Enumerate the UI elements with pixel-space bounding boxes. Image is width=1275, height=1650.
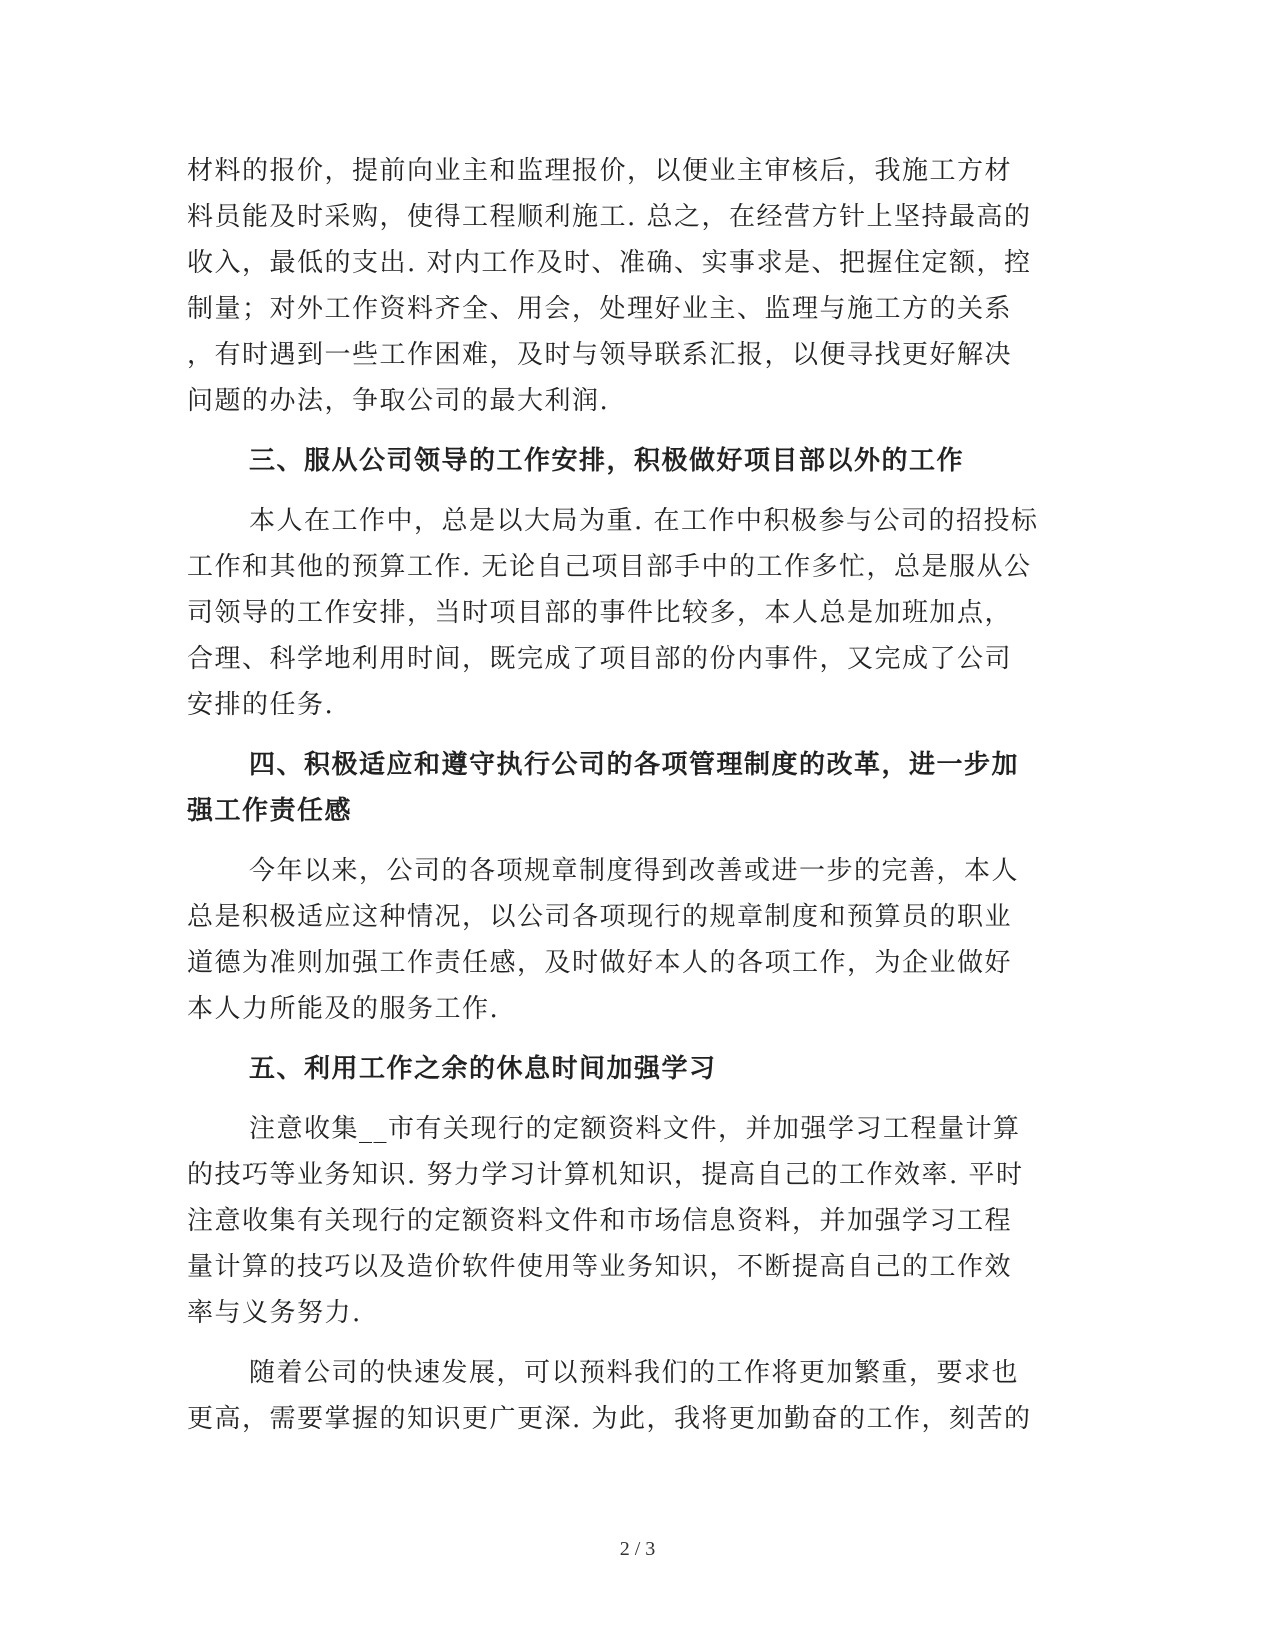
heading-line: 强工作责任感 <box>187 796 353 826</box>
text-line: 工作和其他的预算工作. 无论自己项目部手中的工作多忙，总是服从公 <box>187 552 1032 582</box>
paragraph <box>187 498 1077 728</box>
text-line: 材料的报价，提前向业主和监理报价，以便业主审核后，我施工方材 <box>187 156 1013 186</box>
heading-line: 五、利用工作之余的休息时间加强学习 <box>249 1054 717 1084</box>
text-line: 注意收集有关现行的定额资料文件和市场信息资料，并加强学习工程 <box>187 1206 1013 1236</box>
text-line: 收入，最低的支出. 对内工作及时、准确、实事求是、把握住定额，控 <box>187 248 1032 278</box>
text-line: 今年以来，公司的各项规章制度得到改善或进一步的完善，本人 <box>249 856 1020 886</box>
text-line: 的技巧等业务知识. 努力学习计算机知识，提高自己的工作效率. 平时 <box>187 1160 1024 1190</box>
text-line: ，有时遇到一些工作困难，及时与领导联系汇报，以便寻找更好解决 <box>187 340 1013 370</box>
text-line: 随着公司的快速发展，可以预料我们的工作将更加繁重，要求也 <box>249 1358 1020 1388</box>
paragraph <box>187 1106 1077 1336</box>
paragraph <box>187 848 1077 1032</box>
text-line: 总是积极适应这种情况，以公司各项现行的规章制度和预算员的职业 <box>187 902 1013 932</box>
section-heading-5 <box>187 1046 1077 1092</box>
paragraph <box>187 1350 1077 1442</box>
text-line: 司领导的工作安排，当时项目部的事件比较多，本人总是加班加点， <box>187 598 1013 628</box>
page-number: 2 / 3 <box>619 1538 656 1560</box>
text-line: 问题的办法，争取公司的最大利润. <box>187 386 610 416</box>
text-line: 道德为准则加强工作责任感，及时做好本人的各项工作，为企业做好 <box>187 948 1013 978</box>
text-line: 注意收集__市有关现行的定额资料文件，并加强学习工程量计算 <box>249 1114 1021 1144</box>
text-line: 安排的任务. <box>187 690 335 720</box>
text-line: 本人在工作中，总是以大局为重. 在工作中积极参与公司的招投标 <box>249 506 1039 536</box>
document-body <box>187 148 1077 1456</box>
heading-line: 三、服从公司领导的工作安排，积极做好项目部以外的工作 <box>249 446 965 476</box>
text-line: 本人力所能及的服务工作. <box>187 994 500 1024</box>
text-line: 料员能及时采购，使得工程顺利施工. 总之，在经营方针上坚持最高的 <box>187 202 1032 232</box>
section-heading-3 <box>187 438 1077 484</box>
text-line: 更高，需要掌握的知识更广更深. 为此，我将更加勤奋的工作，刻苦的 <box>187 1404 1032 1434</box>
text-line: 率与义务努力. <box>187 1298 362 1328</box>
heading-line: 四、积极适应和遵守执行公司的各项管理制度的改革，进一步加 <box>249 750 1020 780</box>
section-heading-4 <box>187 742 1077 834</box>
text-line: 量计算的技巧以及造价软件使用等业务知识，不断提高自己的工作效 <box>187 1252 1013 1282</box>
paragraph-continuation <box>187 148 1077 424</box>
text-line: 合理、科学地利用时间，既完成了项目部的份内事件，又完成了公司 <box>187 644 1013 674</box>
text-line: 制量；对外工作资料齐全、用会，处理好业主、监理与施工方的关系 <box>187 294 1013 324</box>
